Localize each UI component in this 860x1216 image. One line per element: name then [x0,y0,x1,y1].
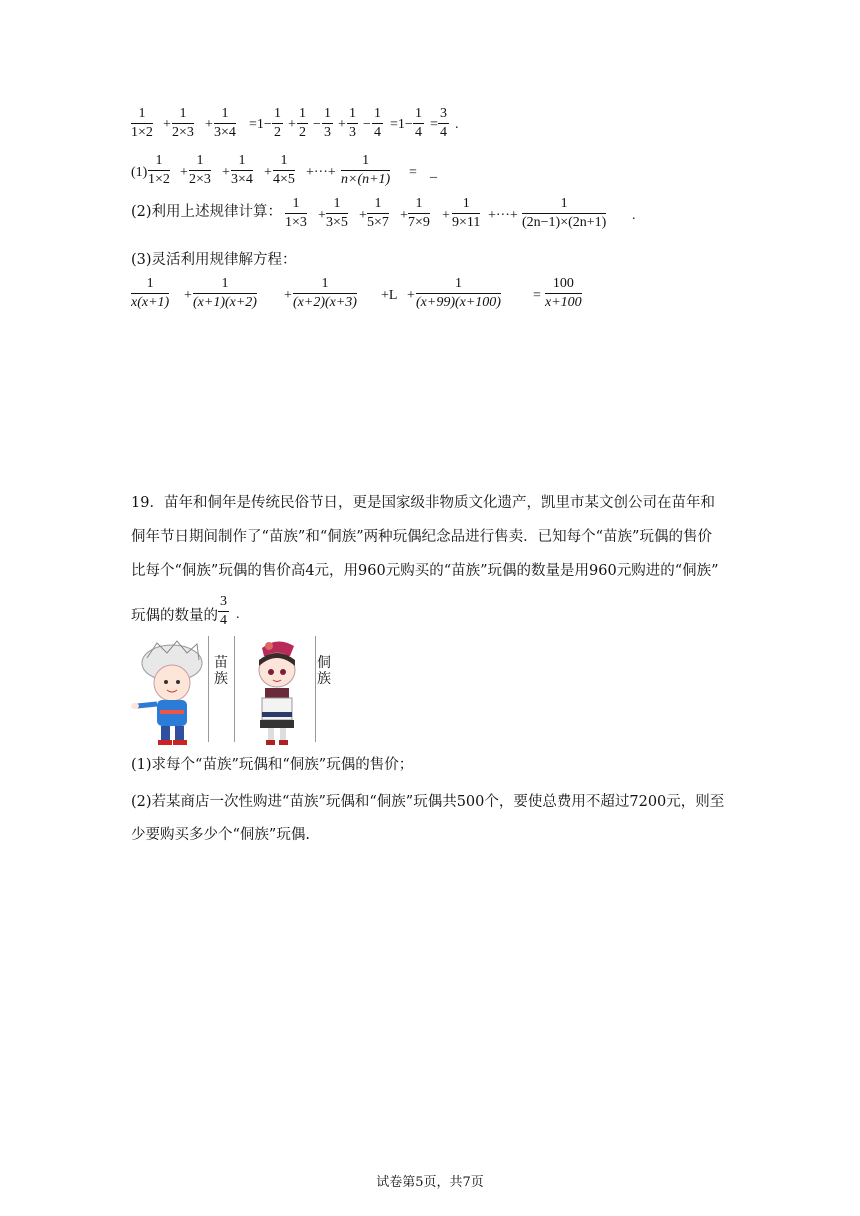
q19-line: 比每个“侗族”玩偶的售价高4元，用960元购买的“苗族”玩偶的数量是用960元购进的“侗族” [131,563,719,579]
fraction: $\frac{1}{1\times 2}$ [131,106,153,140]
fraction: $\frac{1}{(x+99)(x+100)}$ [416,276,501,310]
fraction: $\frac{1}{3\times 4}$ [214,106,236,140]
q19-line: 侗年节日期间制作了“苗族”和“侗族”两种玩偶纪念品进行售卖．已知每个“苗族”玩偶的售价 [131,529,712,545]
fraction: $\frac{1}{9\times 11}$ [452,196,481,230]
fraction: $\frac{1}{2\times 3}$ [189,153,211,187]
fraction: $\frac{1}{3}$ [349,106,356,140]
fraction: $\frac{1}{(x+1)(x+2)}$ [193,276,257,310]
q19-line: 玩偶的数量的 [131,608,218,624]
dong-doll-image [242,636,312,748]
fraction: $\frac{1}{5\times 7}$ [367,196,389,230]
q19-sub2: (2)若某商店一次性购进“苗族”玩偶和“侗族”玩偶共500个，要使总费用不超过7200元，则至 [131,794,725,810]
fraction: $\frac{1}{2}$ [299,106,306,140]
fraction: $\frac{3}{4}$ [220,594,227,628]
fraction: $\frac{100}{x+100}$ [545,276,582,310]
fraction: $\frac{1}{(2n-1)\times(2n+1)}$ [522,196,607,230]
fraction: $\frac{1}{3\times 5}$ [326,196,348,230]
q19-sub1: (1)求每个“苗族”玩偶和“侗族”玩偶的售价； [131,757,414,773]
fraction: $\frac{3}{4}$ [440,106,447,140]
fraction: $\frac{1}{1\times 2}$ [148,153,170,187]
fraction: $\frac{1}{2}$ [274,106,281,140]
q19-line: 19．苗年和侗年是传统民俗节日，更是国家级非物质文化遗产，凯里市某文创公司在苗年和 [131,495,715,511]
miao-doll-image [127,638,212,748]
fraction: $\frac{1}{4}$ [415,106,422,140]
fraction: $\frac{1}{(x+2)(x+3)}$ [293,276,357,310]
fraction: $\frac{1}{4}$ [374,106,381,140]
fraction: $\frac{1}{2\times 3}$ [172,106,194,140]
answer-blank: _ [430,165,437,180]
fraction: $\frac{1}{4\times 5}$ [273,153,295,187]
page-footer: 试卷第5页，共7页 [376,1175,484,1190]
fraction: $\frac{1}{3\times 4}$ [231,153,253,187]
q19-sub2: 少要购买多少个“侗族”玩偶. [131,827,310,843]
fraction: $\frac{1}{n\times(n+1)}$ [341,153,391,187]
fraction: $\frac{1}{3}$ [324,106,331,140]
miao-label: 苗族 [214,655,228,687]
fraction: $\frac{1}{7\times 9}$ [408,196,430,230]
fraction: $\frac{1}{x(x+1)}$ [131,276,170,310]
dong-label: 侗族 [317,655,331,687]
fraction: $\frac{1}{1\times 3}$ [285,196,307,230]
